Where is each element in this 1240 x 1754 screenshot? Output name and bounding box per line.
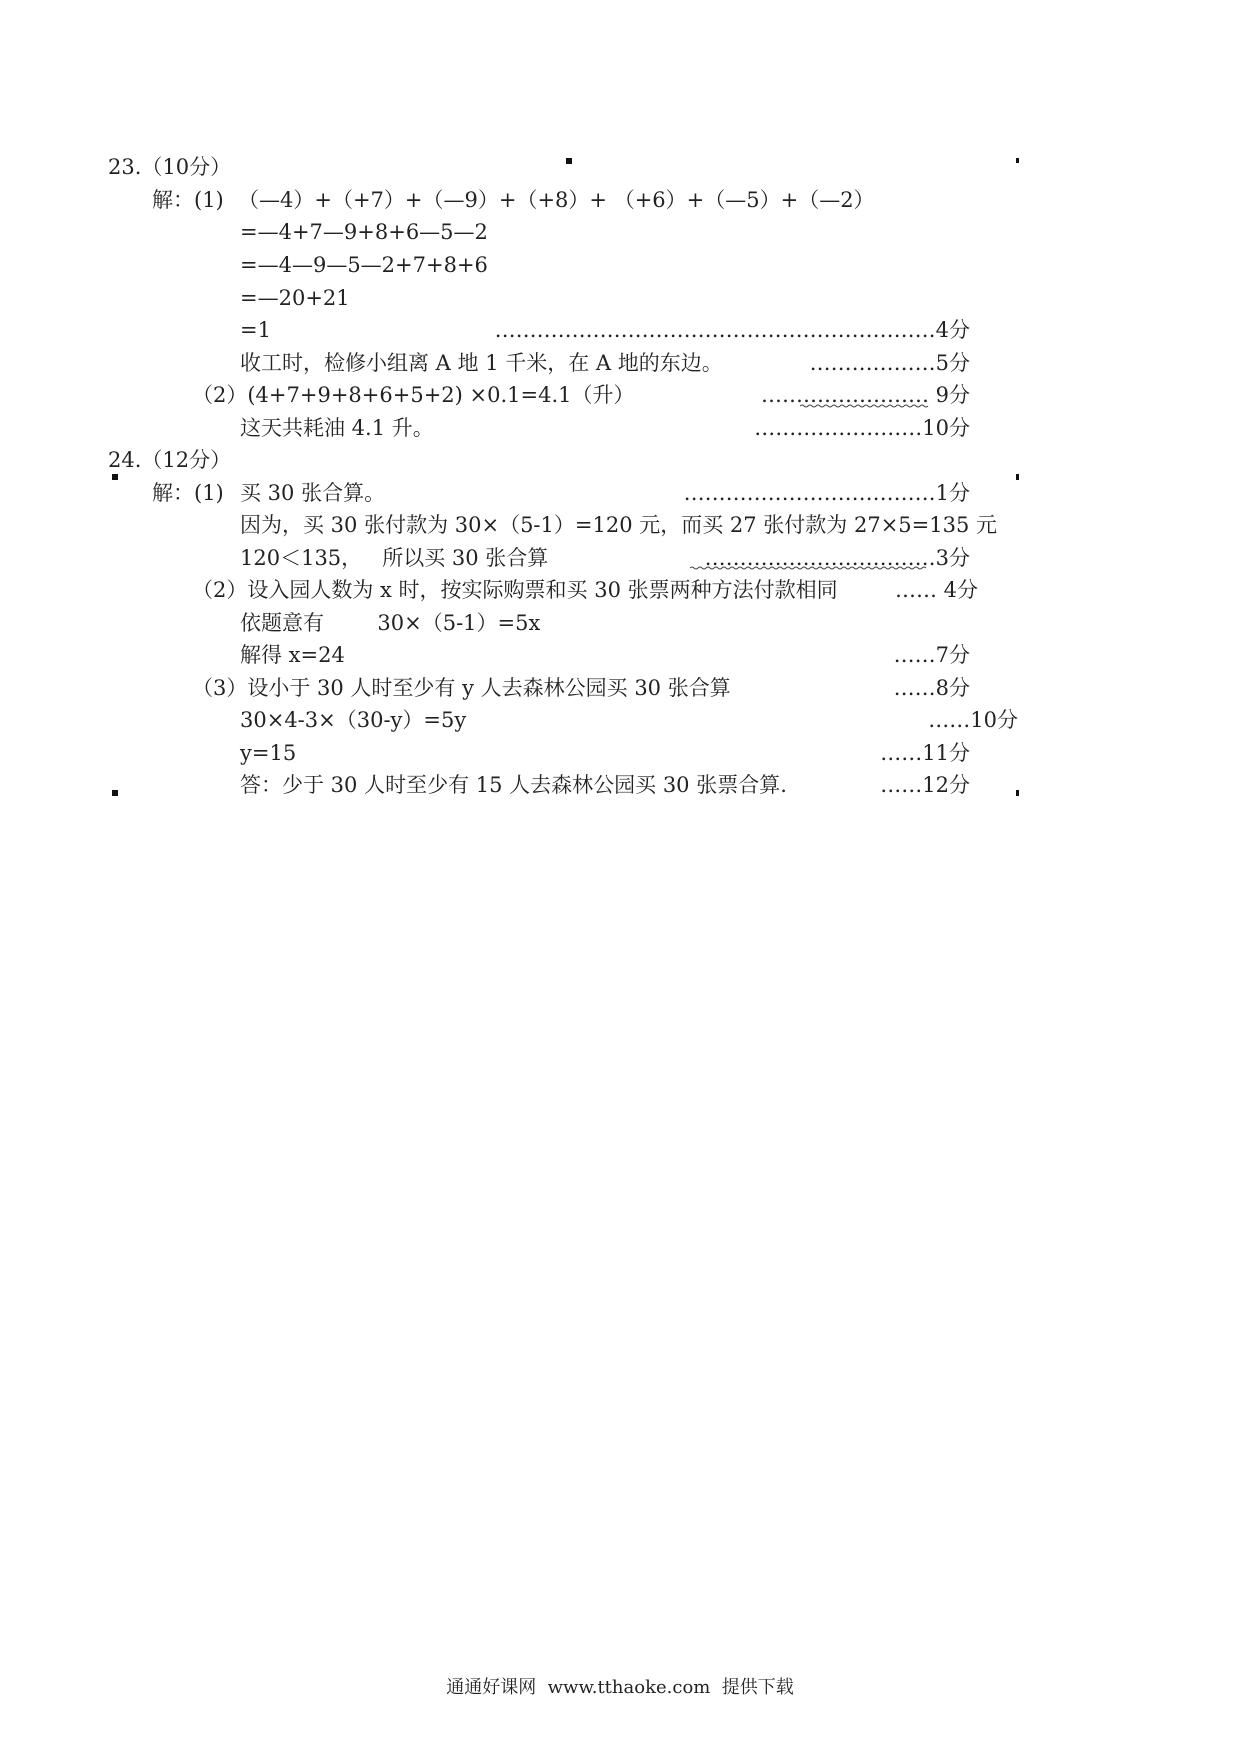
registration-mark xyxy=(1016,790,1019,796)
q24-part2-score: …… 4分 xyxy=(894,578,978,602)
q24-part3-equation-score: ……10分 xyxy=(928,708,1018,732)
q24-part1-compare-score: ……………………………3分 xyxy=(704,546,970,570)
q24-part3-equation: 30×4-3×（30-y）=5y xyxy=(240,708,467,732)
q24-part3-solution: y=15 xyxy=(240,741,297,765)
q24-part3: （3）设小于 30 人时至少有 y 人去森林公园买 30 张合算 xyxy=(192,676,731,700)
q23-conclusion-2-score: ……………………10分 xyxy=(754,416,970,440)
q24-header: 24.（12分） xyxy=(108,448,232,472)
q23-conclusion-1: 收工时，检修小组离 A 地 1 千米，在 A 地的东边。 xyxy=(240,351,723,375)
q24-part3-answer-score: ……12分 xyxy=(880,773,970,797)
wavy-underline xyxy=(690,566,930,570)
q24-part3-score: ……8分 xyxy=(893,676,970,700)
registration-mark xyxy=(112,474,118,480)
q24-part3-answer: 答：少于 30 人时至少有 15 人去森林公园买 30 张票合算. xyxy=(240,773,787,797)
registration-mark xyxy=(566,158,572,164)
q24-part3-solution-score: ……11分 xyxy=(880,741,970,765)
q23-step-4: =1 xyxy=(240,318,271,342)
wavy-underline xyxy=(800,404,930,408)
q23-part1-label: 解：(1) xyxy=(152,188,224,212)
q23-step-3: =—20+21 xyxy=(240,286,350,310)
q24-part2-solution: 解得 x=24 xyxy=(240,643,345,667)
registration-mark xyxy=(1016,474,1019,480)
q23-header: 23.（10分） xyxy=(108,155,232,179)
q24-part2: （2）设入园人数为 x 时，按实际购票和买 30 张票两种方法付款相同 xyxy=(192,578,838,602)
q23-conclusion-1-score: ………………5分 xyxy=(809,351,970,375)
registration-mark xyxy=(112,790,118,796)
q24-part1-compare: 120＜135， 所以买 30 张合算 xyxy=(240,546,549,570)
registration-mark xyxy=(1016,158,1019,163)
q23-part2-score: …………………… 9分 xyxy=(760,383,970,407)
q23-step-2: =—4—9—5—2+7+8+6 xyxy=(240,253,488,277)
q24-part1-reason: 因为，买 30 张付款为 30×（5-1）=120 元，而买 27 张付款为 27×5=135 元 xyxy=(240,513,998,537)
q23-part1-expression: （—4）+（+7）+（—9）+（+8）+ （+6）+（—5）+（—2） xyxy=(238,188,875,212)
q23-part2: （2）(4+7+9+8+6+5+2) ×0.1=4.1（升） xyxy=(192,383,635,407)
q24-part2-equation: 依题意有 30×（5-1）=5x xyxy=(240,611,541,635)
q23-conclusion-2: 这天共耗油 4.1 升。 xyxy=(240,416,434,440)
q23-step-1: =—4+7—9+8+6—5—2 xyxy=(240,220,488,244)
q24-part1-answer: 买 30 张合算。 xyxy=(240,481,386,505)
q24-part1-score: ………………………………1分 xyxy=(683,481,970,505)
q23-step-4-score: ………………………………………………………4分 xyxy=(494,318,970,342)
q24-part1-label: 解：(1) xyxy=(152,481,224,505)
page-footer: 通通好课网 www.tthaoke.com 提供下载 xyxy=(446,1677,794,1698)
q24-part2-solution-score: ……7分 xyxy=(893,643,970,667)
